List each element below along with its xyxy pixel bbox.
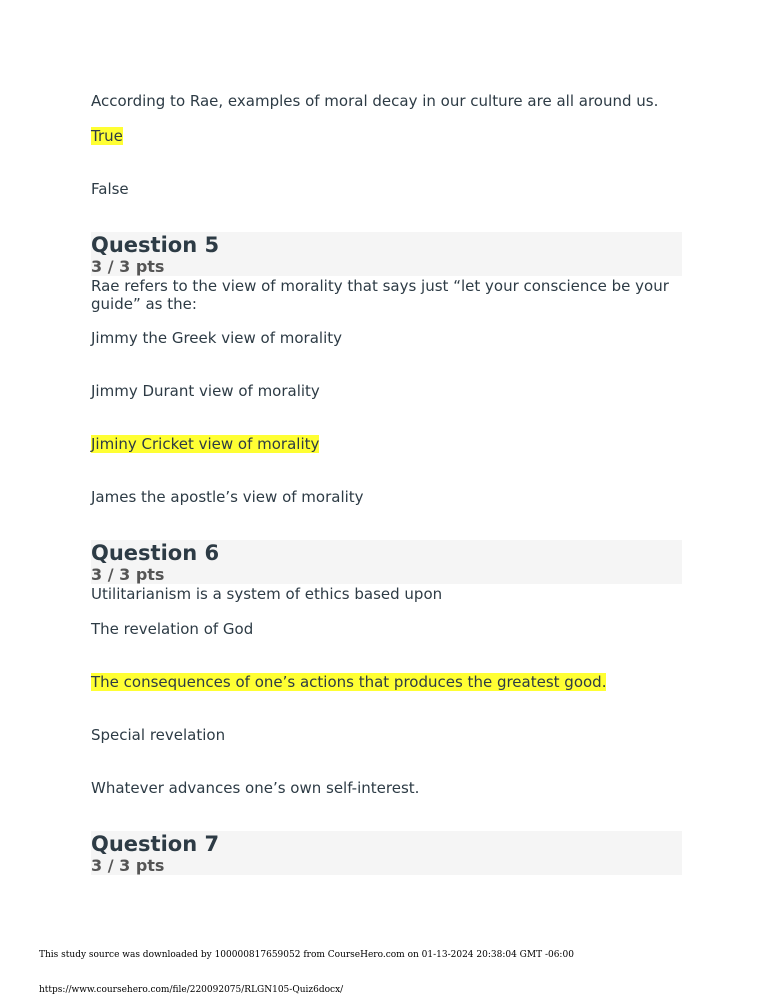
question-4-answer-false: False: [91, 180, 129, 198]
source-url: https://www.coursehero.com/file/220092075/RLGN105-Quiz6docx/: [39, 985, 344, 995]
question-4-answer-true: [91, 127, 123, 145]
question-5-answer-1: Jimmy the Greek view of morality: [91, 329, 342, 347]
question-6-points: 3 / 3 pts: [91, 565, 165, 584]
question-5-answer-4: James the apostle’s view of morality: [91, 488, 364, 506]
selected-answer-highlight: True: [91, 127, 123, 145]
download-source-note: This study source was downloaded by 100000817659052 from CourseHero.com on 01-13-2024 20:38:04 GMT -06:00: [39, 950, 574, 960]
question-7-points: 3 / 3 pts: [91, 856, 165, 875]
selected-answer-highlight: Jiminy Cricket view of morality: [91, 435, 320, 453]
question-5-prompt: Rae refers to the view of morality that says just “let your conscience be your guide” as the:: [91, 277, 669, 313]
question-5-answer-2: Jimmy Durant view of morality: [91, 382, 320, 400]
question-5-points: 3 / 3 pts: [91, 257, 165, 276]
question-5-title: Question 5: [91, 233, 220, 257]
question-6-answer-4: Whatever advances one’s own self-interest.: [91, 779, 420, 797]
question-6-prompt: Utilitarianism is a system of ethics based upon: [91, 585, 443, 603]
question-6-title: Question 6: [91, 541, 220, 565]
question-6-answer-1: The revelation of God: [91, 620, 254, 638]
selected-answer-highlight: The consequences of one’s actions that produces the greatest good.: [91, 673, 607, 691]
question-7-header: [91, 831, 682, 875]
question-6-answer-3: Special revelation: [91, 726, 226, 744]
question-7-title: Question 7: [91, 832, 220, 856]
question-6-answer-2: [91, 673, 606, 691]
question-6-header: [91, 540, 682, 584]
question-5-answer-3: [91, 435, 319, 453]
question-5-header: [91, 232, 682, 276]
question-4-prompt: According to Rae, examples of moral decay in our culture are all around us.: [91, 92, 659, 110]
